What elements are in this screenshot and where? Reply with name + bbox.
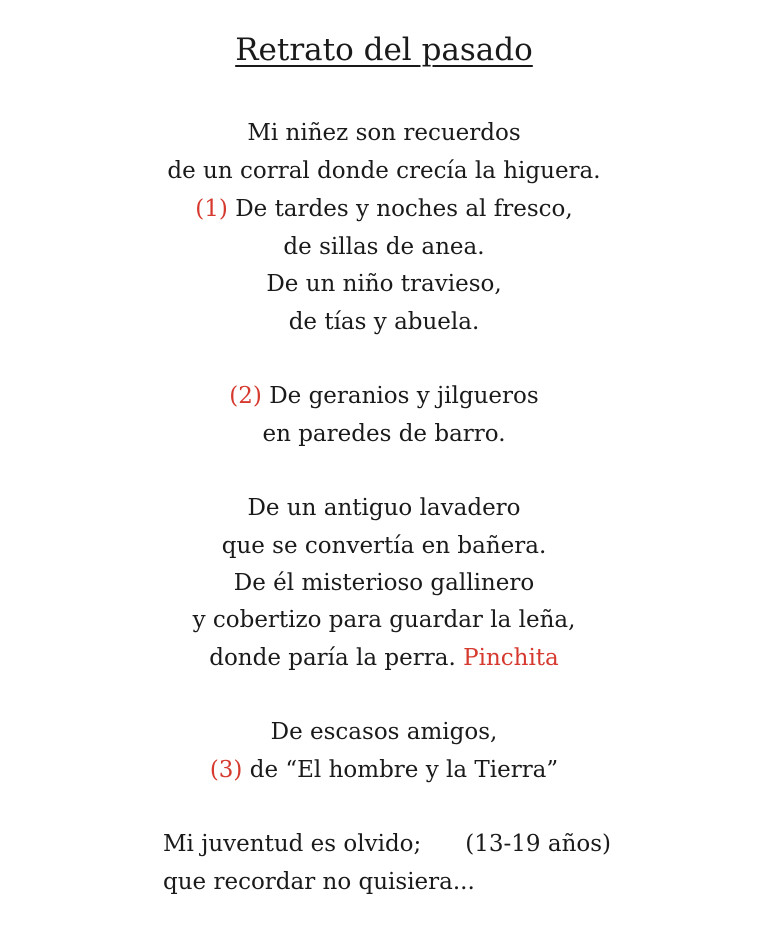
poem-line: Mi niñez son recuerdos: [247, 120, 521, 146]
poem-line-text: Mi juventud es olvido;: [163, 831, 422, 857]
poem-line-text: donde paría la perra.: [209, 645, 464, 671]
poem-line-text: De tardes y noches al fresco,: [227, 196, 573, 222]
poem-title: Retrato del pasado: [235, 32, 533, 68]
poem-line: De él misterioso gallinero: [233, 570, 535, 596]
poem-line: que se convertía en bañera.: [221, 533, 547, 559]
poem-line-text: de “El hombre y la Tierra”: [242, 757, 559, 783]
poem-line: que recordar no quisiera...: [163, 869, 475, 895]
poem-line: y cobertizo para guardar la leña,: [192, 607, 576, 633]
footnote-marker: (1): [195, 196, 228, 222]
poem-line-text: De geranios y jilgueros: [261, 383, 539, 409]
poem-line: [0, 380, 768, 412]
poem-line: [0, 754, 768, 786]
footnote-marker: (2): [229, 383, 262, 409]
highlighted-name: Pinchita: [463, 645, 559, 671]
poem-line: [0, 193, 768, 225]
age-note: (13-19 años): [465, 831, 612, 857]
poem-line: de un corral donde crecía la higuera.: [167, 158, 601, 184]
footnote-marker: (3): [209, 757, 243, 783]
poem-line: De un niño travieso,: [266, 271, 502, 297]
poem-line: de sillas de anea.: [283, 234, 485, 260]
poem-line: De un antiguo lavadero: [247, 495, 521, 521]
poem-line: De escasos amigos,: [270, 719, 498, 745]
poem-line: de tías y abuela.: [288, 309, 480, 335]
poem-line: [163, 828, 723, 860]
poem-line: en paredes de barro.: [262, 421, 506, 447]
poem-line: [0, 642, 768, 674]
